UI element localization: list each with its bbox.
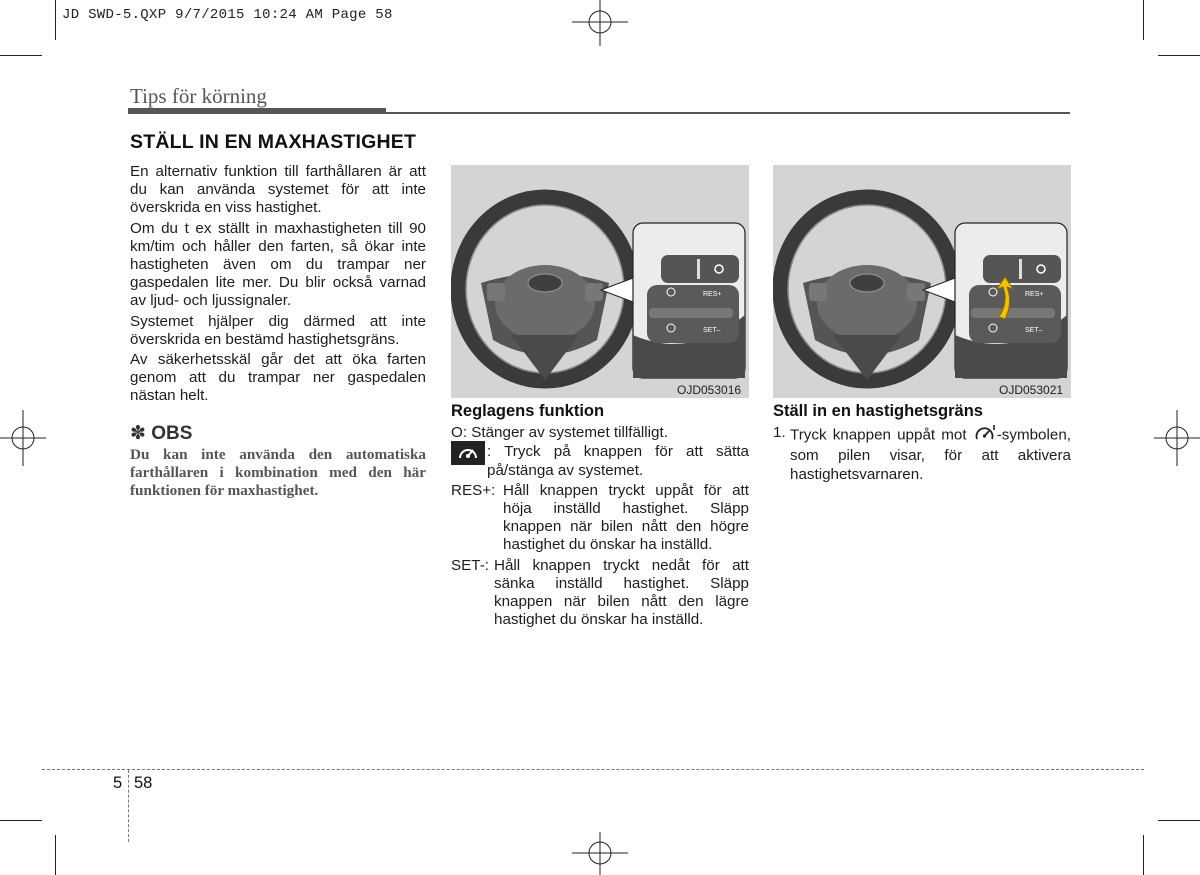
crop-mark (1158, 55, 1200, 56)
page-heading: STÄLL IN EN MAXHASTIGHET (130, 131, 417, 153)
onoff-description (451, 443, 749, 479)
set-description (451, 557, 749, 630)
steering-wheel-illustration (451, 165, 749, 398)
res-description (451, 482, 749, 555)
limit-step (773, 424, 1071, 484)
title-bar (128, 108, 386, 114)
print-slug: JD SWD-5.QXP 9/7/2015 10:24 AM Page 58 (62, 7, 393, 23)
title-rule (386, 112, 1070, 114)
set-text: Håll knappen tryckt nedåt för att sänka inställd hastighet. Släpp knappen när bilen nått den lägre hastighet du önskar ha inställd. (494, 556, 749, 629)
crop-mark (1158, 820, 1200, 821)
section-title: Tips för körning (130, 84, 267, 108)
paragraph: Systemet hjälper dig därmed att inte överskrida en bestämd hastighetsgräns. (130, 312, 426, 348)
step-number: 1. (773, 424, 786, 442)
set-switch-label: SET– (1025, 327, 1043, 334)
steering-wheel-figure (451, 165, 749, 398)
speed-limit-icon (973, 424, 997, 447)
off-description: O: Stänger av systemet tillfälligt. (451, 424, 668, 442)
registration-mark-top (572, 0, 628, 46)
footer-divider (128, 770, 129, 842)
res-text: Håll knappen tryckt uppåt för att höja inställd hastighet. Släpp knappen när bilen nått den högre hastighet du önskar ha inställd. (503, 481, 749, 554)
limit-title: Ställ in en hastighetsgräns (773, 402, 983, 420)
crop-mark (1143, 0, 1144, 40)
step-text-a: Tryck knappen uppåt mot (790, 426, 967, 444)
set-label: SET-: (451, 556, 489, 574)
onoff-text: : Tryck på knappen för att sätta på/stänga av systemet. (487, 443, 749, 479)
registration-mark-left (0, 410, 46, 466)
steering-wheel-figure (773, 165, 1071, 398)
steering-wheel-illustration (773, 165, 1071, 398)
set-switch-label: SET– (703, 327, 721, 334)
obs-text: Du kan inte använda den automatiska farthållaren i kombination med den här funktionen för maxhastighet. (130, 446, 426, 500)
crop-mark (55, 0, 56, 40)
controls-title: Reglagens funktion (451, 402, 605, 420)
paragraph: Av säkerhetsskäl går det att öka farten genom att du trampar ner gaspedalen nästan helt. (130, 351, 426, 405)
figure-code: OJD053021 (999, 383, 1064, 397)
paragraph: Om du t ex ställt in maxhastigheten till 90 km/tim och håller den farten, så ökar inte hastigheten även om du trampar ner gaspedalen lite mer. Du blir också varnad av ljud- och ljussignaler. (130, 219, 426, 310)
crop-mark (0, 820, 42, 821)
crop-mark (55, 835, 56, 875)
intro-text (130, 163, 426, 408)
page-number: 58 (134, 774, 153, 792)
res-label: RES+: (451, 481, 496, 499)
figure-code: OJD053016 (677, 383, 742, 397)
registration-mark-bottom (572, 832, 628, 875)
obs-title: ✽ OBS (130, 423, 193, 444)
paragraph: En alternativ funktion till farthållaren är att du kan använda systemet för att inte överskrida en viss hastighet. (130, 163, 426, 217)
registration-mark-right (1154, 410, 1200, 466)
step-text-b: -symbolen, som pilen visar, för att aktivera hastighetsvarnaren. (790, 426, 1071, 483)
controls-section (451, 402, 749, 629)
limit-section (773, 402, 1071, 484)
footer-rule (42, 769, 1144, 770)
crop-mark (1143, 835, 1144, 875)
chapter-number: 5 (113, 774, 123, 792)
crop-mark (0, 55, 42, 56)
cruise-control-icon (451, 441, 485, 470)
res-switch-label: RES+ (703, 291, 722, 298)
res-switch-label: RES+ (1025, 291, 1044, 298)
